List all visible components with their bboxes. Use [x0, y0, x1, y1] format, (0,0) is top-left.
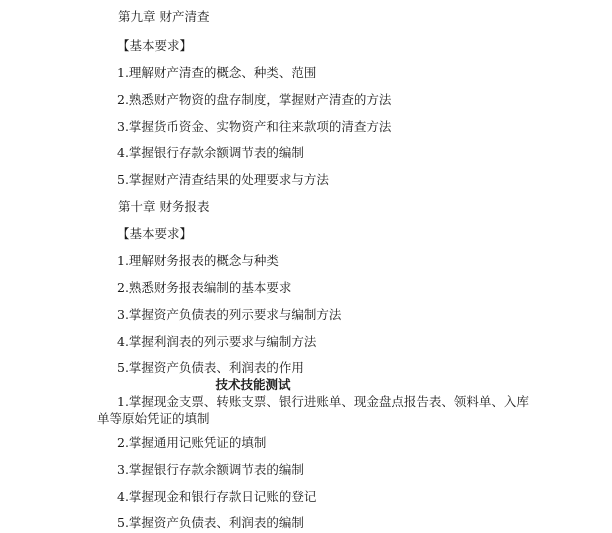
chapter-9-item-1: 1.理解财产清查的概念、种类、范围 — [117, 65, 317, 80]
chapter-10-requirements-label: 【基本要求】 — [117, 226, 193, 241]
chapter-9-item-3: 3.掌握货币资金、实物资产和往来款项的清查方法 — [117, 119, 392, 134]
chapter-9-item-5: 5.掌握财产清查结果的处理要求与方法 — [117, 172, 329, 187]
chapter-9-title: 第九章 财产清查 — [118, 9, 210, 24]
chapter-10-item-1: 1.理解财务报表的概念与种类 — [117, 253, 279, 268]
chapter-10-item-3: 3.掌握资产负债表的列示要求与编制方法 — [117, 307, 342, 322]
skills-test-item-3: 3.掌握银行存款余额调节表的编制 — [117, 462, 304, 477]
skills-test-item-5: 5.掌握资产负债表、利润表的编制 — [117, 515, 304, 530]
chapter-10-item-4: 4.掌握利润表的列示要求与编制方法 — [117, 334, 317, 349]
chapter-9-requirements-label: 【基本要求】 — [117, 38, 193, 53]
chapter-10-item-2: 2.熟悉财务报表编制的基本要求 — [117, 280, 292, 295]
chapter-10-title: 第十章 财务报表 — [118, 199, 210, 214]
skills-test-item-1: 1.掌握现金支票、转账支票、银行进账单、现金盘点报告表、领料单、入库单等原始凭证的填制 — [97, 394, 529, 426]
skills-test-title: 技术技能测试 — [215, 377, 291, 392]
chapter-9-item-4: 4.掌握银行存款余额调节表的编制 — [117, 145, 304, 160]
chapter-10-item-5: 5.掌握资产负债表、利润表的作用 — [117, 360, 304, 375]
skills-test-item-2: 2.掌握通用记账凭证的填制 — [117, 435, 267, 450]
chapter-9-item-2: 2.熟悉财产物资的盘存制度，掌握财产清查的方法 — [117, 92, 392, 107]
skills-test-item-4: 4.掌握现金和银行存款日记账的登记 — [117, 489, 317, 504]
